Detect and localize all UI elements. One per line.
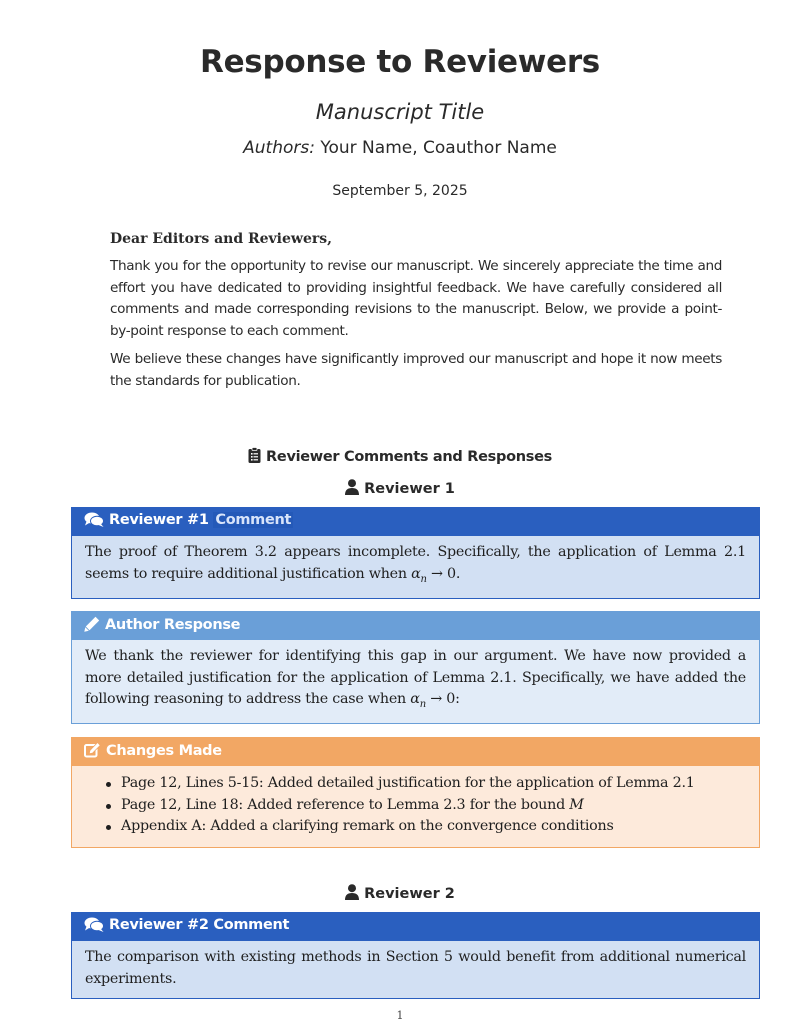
pen-icon [84, 616, 100, 636]
changes-made-body [72, 766, 759, 847]
change-item-text: Appendix A: Added a clarifying remark on the convergence conditions [121, 818, 614, 834]
author-response-title: Author Response [105, 617, 241, 633]
math-M: M [569, 796, 584, 813]
manuscript-title: Manuscript Title [315, 100, 485, 124]
section-heading [0, 447, 800, 467]
reviewer-1-comment-box [71, 507, 760, 599]
authors-label: Authors: [243, 138, 315, 158]
change-item [121, 773, 746, 795]
user-icon [345, 479, 359, 499]
reviewer-2-comment-box [71, 912, 760, 999]
response-text: We thank the reviewer for identifying this gap in our argument. We have now provided a more detailed justification for the application of Lemma 2.1. Specifically, we have added the following reasoning to address the case when [85, 648, 746, 707]
changes-made-header [72, 738, 759, 766]
comments-icon [84, 917, 104, 936]
reviewer-1-comment-title-highlight: Comment [215, 512, 292, 528]
comment-text-end: → 0. [426, 565, 461, 582]
reviewer-1-comment-header [72, 508, 759, 536]
page-number: 1 [396, 1009, 404, 1022]
user-icon [345, 884, 359, 904]
math-subscript: n [420, 573, 427, 585]
reviewer-2-heading-label: Reviewer 2 [364, 886, 455, 902]
change-item-text: Page 12, Line 18: Added reference to Lemma 2.3 for the bound [121, 796, 570, 813]
changes-list [85, 773, 746, 838]
reviewer-1-heading [0, 479, 800, 499]
cover-letter [110, 231, 722, 399]
response-text-end: → 0: [425, 691, 460, 707]
changes-made-box [71, 737, 760, 848]
change-item-text: Page 12, Lines 5-15: Added detailed justification for the application of Lemma 2.1 [121, 775, 695, 791]
reviewer-2-comment-text: The comparison with existing methods in Section 5 would benefit from additional numerical experiments. [85, 949, 746, 987]
changes-made-title: Changes Made [106, 743, 222, 759]
authors-line [0, 138, 800, 158]
change-item [121, 795, 746, 817]
math-alpha: α [410, 691, 420, 707]
reviewer-2-comment-title: Reviewer #2 Comment [109, 917, 290, 933]
reviewer-1-comment-title: Reviewer #1 [109, 512, 209, 528]
edit-icon [84, 742, 101, 762]
page-title: Response to Reviewers [200, 44, 600, 80]
letter-paragraph: Thank you for the opportunity to revise our manuscript. We sincerely appreciate the time and effort you have dedicated to providing insightful feedback. We have carefully considered all comments and made corresponding revisions to the manuscript. Below, we provide a point-by-point response to each comment. [110, 258, 722, 339]
reviewer-1-comment-text [72, 536, 759, 598]
clipboard-list-icon [248, 447, 261, 467]
authors-names: Your Name, Coauthor Name [320, 138, 557, 158]
author-response-box [71, 611, 760, 724]
author-response-header [72, 612, 759, 640]
section-heading-label: Reviewer Comments and Responses [266, 449, 552, 465]
reviewer-2-comment-header [72, 913, 759, 941]
author-response-text [72, 640, 759, 723]
math-subscript: n [419, 698, 426, 710]
document-date: September 5, 2025 [332, 183, 468, 199]
comments-icon [84, 512, 104, 531]
comment-text: The proof of Theorem 3.2 appears incomplete. Specifically, the application of Lemma 2.1 seems to require additional justification when [85, 544, 746, 582]
reviewer-2-heading [0, 884, 800, 904]
letter-paragraph: We believe these changes have significantly improved our manuscript and hope it now meets the standards for publication. [110, 351, 722, 389]
reviewer-1-heading-label: Reviewer 1 [364, 481, 455, 497]
salutation: Dear Editors and Reviewers, [110, 231, 332, 247]
math-alpha: α [411, 565, 421, 582]
change-item [121, 816, 746, 838]
